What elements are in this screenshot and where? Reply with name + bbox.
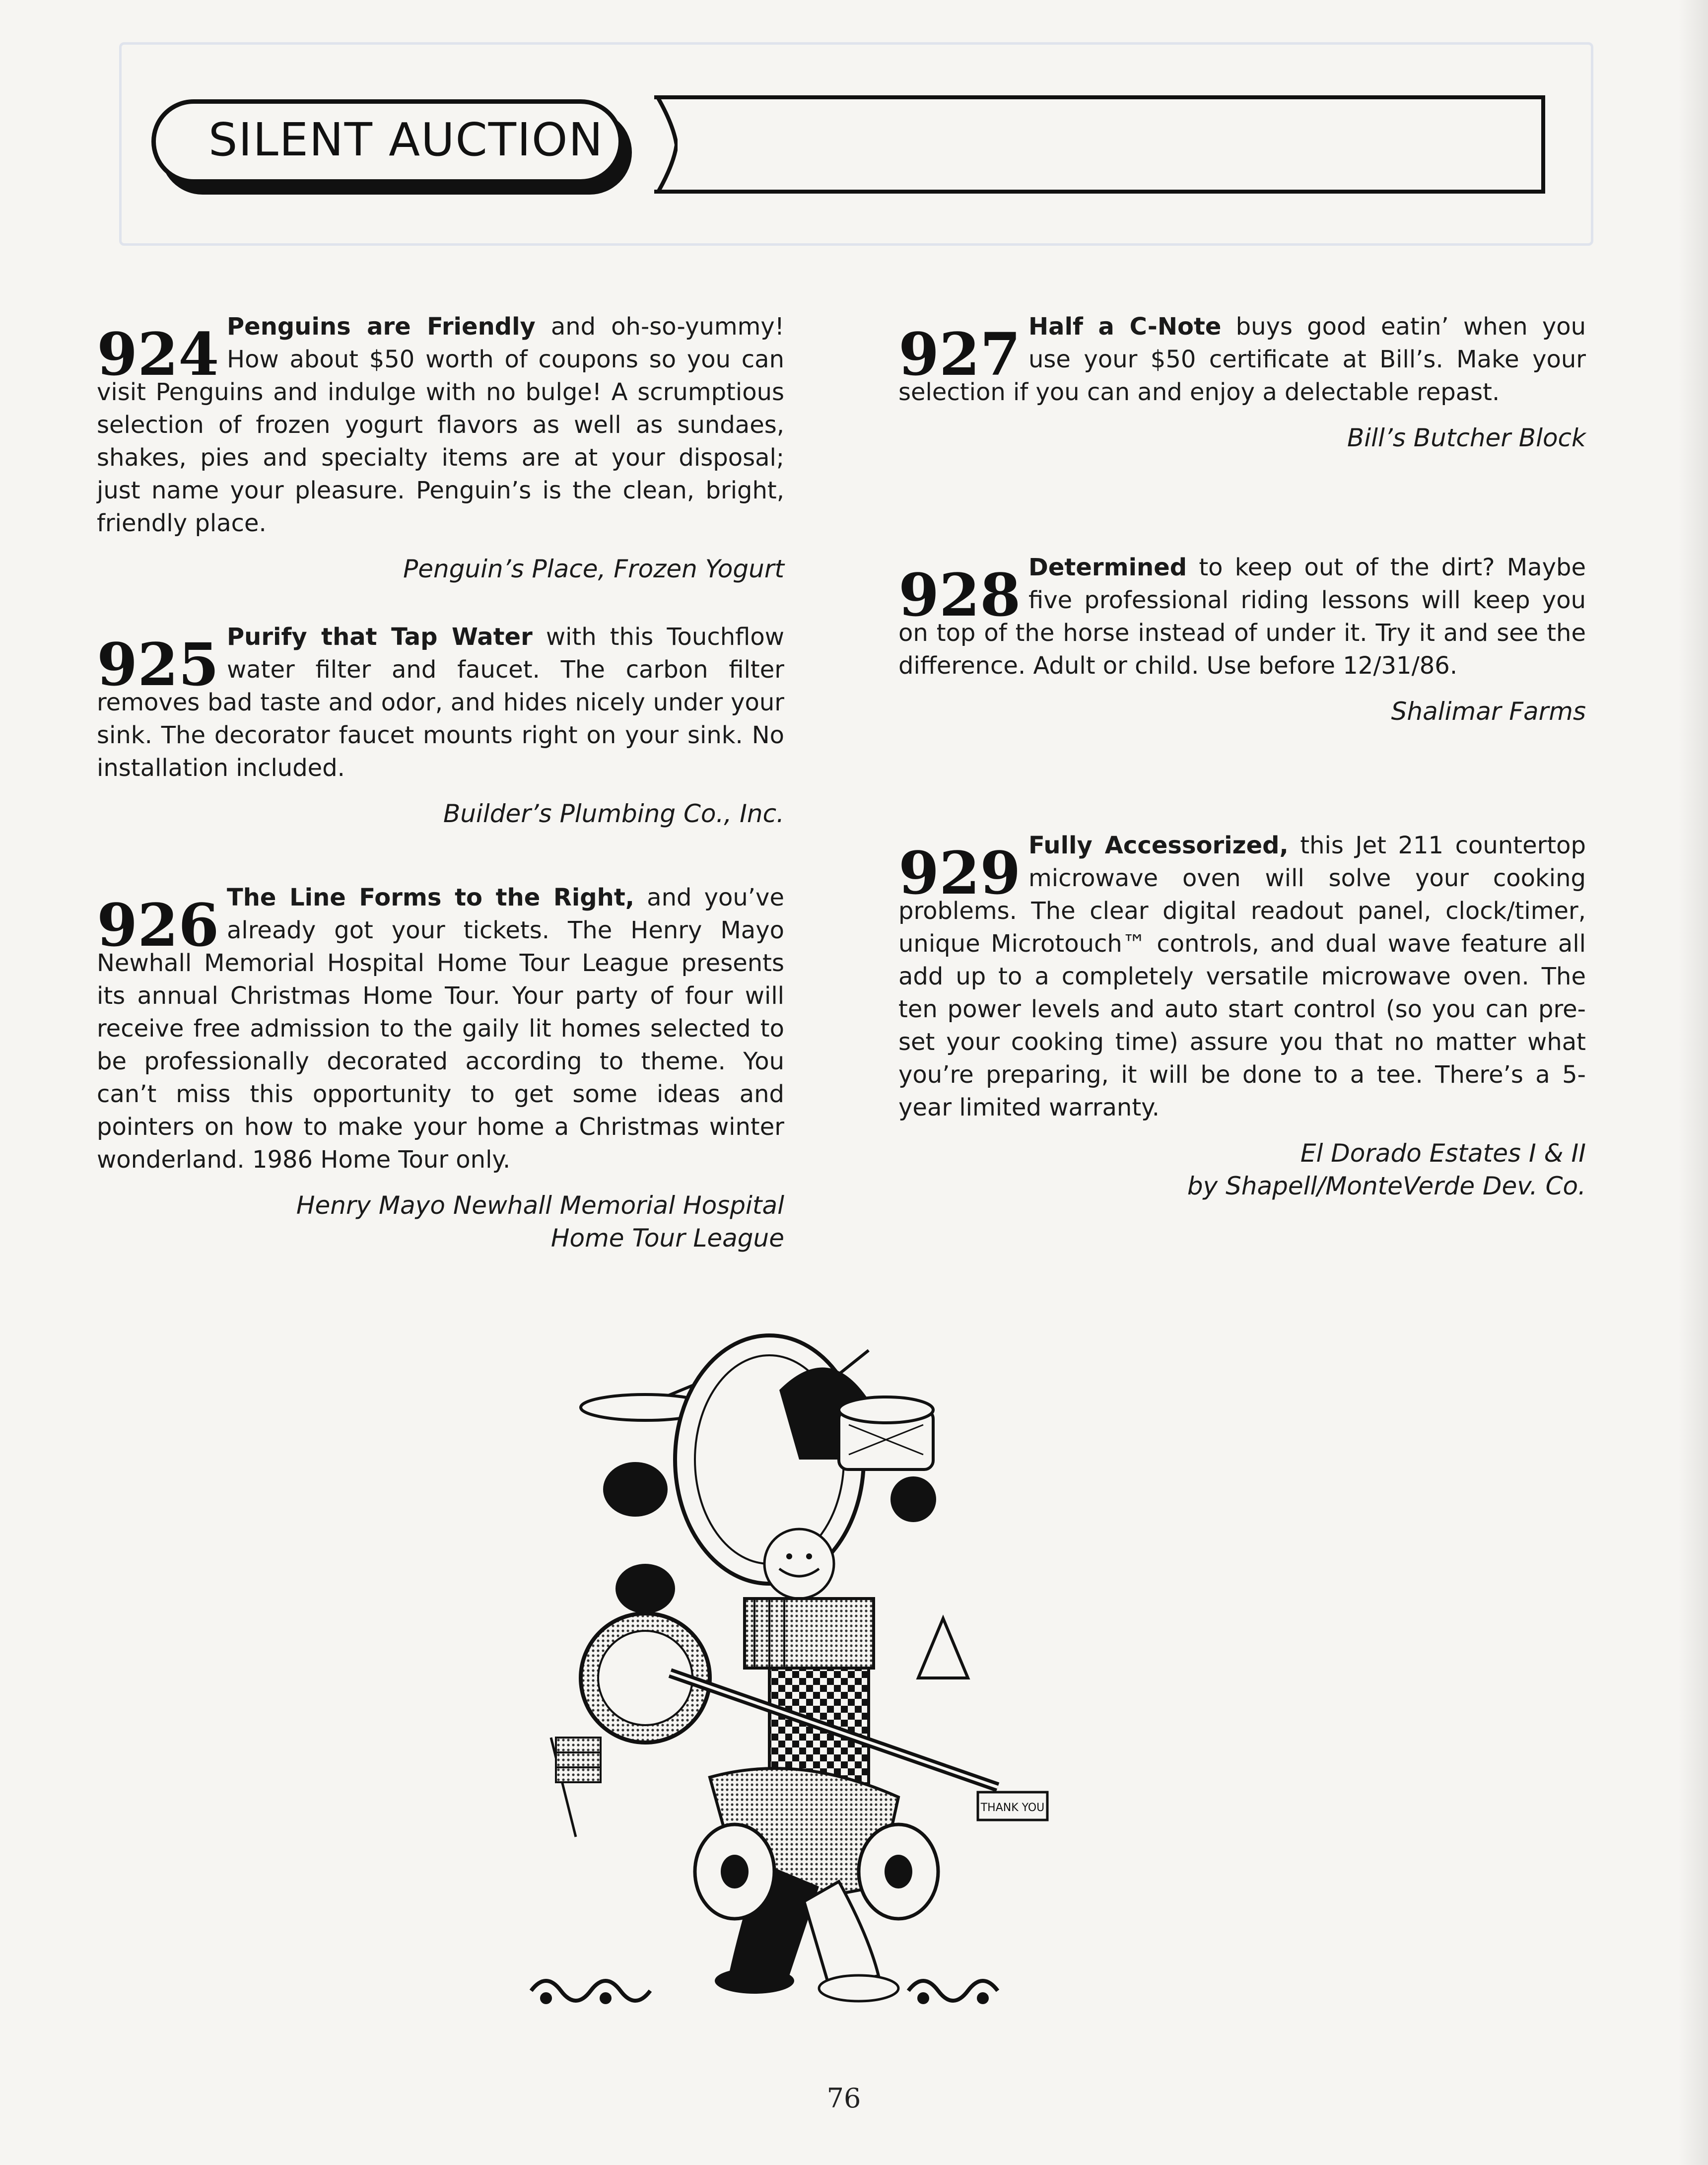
page-number: 76	[826, 2083, 861, 2114]
page-edge-shadow	[1678, 0, 1708, 2165]
item-lead: Purify that Tap Water	[227, 623, 533, 651]
thank-you-sign: THANK YOU	[980, 1802, 1045, 1814]
auction-item-926	[97, 881, 784, 1255]
auction-item-927	[898, 310, 1586, 454]
item-lead: Determined	[1028, 554, 1187, 581]
header-frame	[654, 95, 1545, 194]
auction-item-925	[97, 621, 784, 830]
item-lead: Fully Accessorized,	[1028, 832, 1289, 859]
item-sponsor: El Dorado Estates I & II by Shapell/MonteVerde Dev. Co.	[1187, 1139, 1586, 1200]
header-chevron-icon	[638, 95, 678, 195]
item-sponsor: Bill’s Butcher Block	[1347, 423, 1586, 452]
item-lead: The Line Forms to the Right,	[227, 884, 635, 911]
item-body: with this Touchflow water filter and faucet. The carbon filter removes bad taste and odor, and hides nicely under your sink. The decorator faucet mounts right on your sink. No installation included.	[97, 623, 784, 782]
item-sponsor: Henry Mayo Newhall Memorial Hospital Home Tour League	[296, 1191, 784, 1253]
item-number: 927	[898, 320, 1021, 389]
item-sponsor: Penguin’s Place, Frozen Yogurt	[403, 555, 784, 583]
page-title: SILENT AUCTION	[208, 113, 604, 166]
item-number: 925	[97, 630, 219, 699]
auction-item-928	[898, 551, 1586, 728]
item-number: 928	[898, 560, 1021, 629]
item-lead: Penguins are Friendly	[227, 313, 536, 341]
item-number: 926	[97, 891, 219, 960]
item-number: 924	[97, 320, 219, 389]
item-sponsor: Builder’s Plumbing Co., Inc.	[443, 799, 784, 828]
item-body: to keep out of the dirt? Maybe five professional riding lessons will keep you on top of the horse instead of under it. Try it and see the difference. Adult or child. Use before 12/31/86.	[898, 554, 1586, 680]
item-body: and oh-so-yummy! How about $50 worth of coupons so you can visit Penguins and indulge with no bulge! A scrumptious selection of frozen yogurt flavors as well as sundaes, shakes, pies and specialty items are at your disposal; just name your pleasure. Penguin’s is the clean, bright, friendly place.	[97, 313, 784, 537]
item-body: this Jet 211 countertop microwave oven will solve your cooking problems. The clear digital readout panel, clock/timer, unique Microtouch™ controls, and dual wave feature all add up to a completely versatile microwave oven. The ten power levels and auto start control (so you can pre-set your cooking time) assure you that no matter what you’re preparing, it will be done to a tee. There’s a 5-year limited warranty.	[898, 832, 1586, 1121]
auction-item-924	[97, 310, 784, 585]
item-lead: Half a C-Note	[1028, 313, 1222, 341]
item-body: buys good eatin’ when you use your $50 certificate at Bill’s. Make your selection if you can and enjoy a delectable repast.	[898, 313, 1586, 406]
auction-item-929	[898, 829, 1586, 1202]
item-body: and you’ve already got your tickets. The Henry Mayo Newhall Memorial Hospital Home Tour League presents its annual Christmas Home Tour. Your party of four will receive free admission to the gaily lit homes selected to be professionally decorated according to theme. You can’t miss this opportunity to get some ideas and pointers on how to make your home a Christmas winter wonderland. 1986 Home Tour only.	[97, 884, 784, 1174]
item-number: 929	[898, 838, 1021, 908]
item-sponsor: Shalimar Farms	[1391, 697, 1586, 726]
one-man-band-illustration	[521, 1330, 1092, 2040]
